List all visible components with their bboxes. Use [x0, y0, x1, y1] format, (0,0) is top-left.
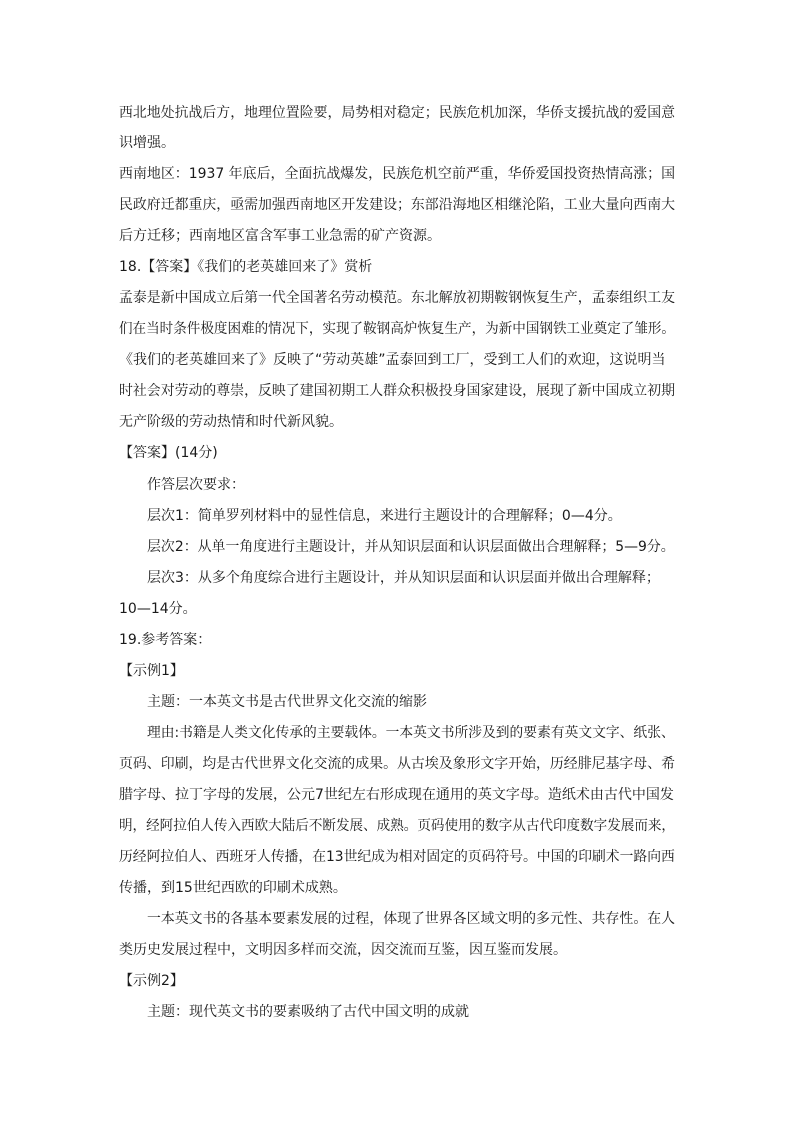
answer-heading: 【答案】(14分)	[119, 445, 218, 461]
body-text-line: 页码、印刷，均是古代世界文化交流的成果。从古埃及象形文字开始，历经腓尼基字母、希	[119, 756, 675, 772]
example-heading: 【示例1】	[119, 663, 184, 679]
body-text-line: 识增强。	[119, 135, 175, 151]
body-text-line: 作答层次要求：	[147, 477, 245, 493]
body-text-line: 历经阿拉伯人、西班牙人传播，在13世纪成为相对固定的页码符号。中国的印刷术一路向西	[119, 849, 675, 865]
body-text-line: 孟泰是新中国成立后第一代全国著名劳动模范。东北解放初期鞍钢恢复生产，孟泰组织工友	[119, 290, 675, 306]
body-text-line: 类历史发展过程中，文明因多样而交流，因交流而互鉴，因互鉴而发展。	[119, 942, 567, 958]
example-heading: 【示例2】	[119, 973, 184, 989]
body-text-line: 主题：现代英文书的要素吸纳了古代中国文明的成就	[147, 1004, 469, 1020]
body-text-line: 西南地区：1937 年底后，全面抗战爆发，民族危机空前严重，华侨爱国投资热情高涨；国	[119, 166, 676, 182]
body-text-line: 理由:书籍是人类文化传承的主要载体。一本英文书所涉及到的要素有英文文字、纸张、	[147, 725, 675, 741]
body-text-line: 们在当时条件极度困难的情况下，实现了鞍钢高炉恢复生产，为新中国钢铁工业奠定了雏形。	[119, 321, 675, 337]
body-text-line: 10—14分。	[119, 601, 197, 617]
body-text-line: 明，经阿拉伯人传入西欧大陆后不断发展、成熟。页码使用的数字从古代印度数字发展而来，	[119, 818, 675, 834]
body-text-line: 后方迁移；西南地区富含军事工业急需的矿产资源。	[119, 228, 441, 244]
body-text-line: 主题：一本英文书是古代世界文化交流的缩影	[147, 694, 427, 710]
body-text-line: 层次2：从单一角度进行主题设计，并从知识层面和认识层面做出合理解释；5—9分。	[147, 539, 675, 555]
body-text-line: 层次3：从多个角度综合进行主题设计，并从知识层面和认识层面并做出合理解释；	[147, 570, 660, 586]
body-text-line: 民政府迁都重庆，亟需加强西南地区开发建设；东部沿海地区相继沦陷，工业大量向西南大	[119, 197, 675, 213]
question-heading: 19.参考答案：	[119, 632, 212, 648]
body-text-line: 层次1：简单罗列材料中的显性信息，来进行主题设计的合理解释；0—4分。	[147, 508, 622, 524]
question-heading: 18.【答案】《我们的老英雄回来了》赏析	[119, 259, 373, 275]
body-text-line: 一本英文书的各基本要素发展的过程，体现了世界各区域文明的多元性、共存性。在人	[147, 911, 675, 927]
body-text-line: 《我们的老英雄回来了》反映了“劳动英雄”孟泰回到工厂，受到工人们的欢迎，这说明当	[119, 352, 666, 368]
body-text-line: 无产阶级的劳动热情和时代新风貌。	[119, 414, 343, 430]
body-text-line: 腊字母、拉丁字母的发展，公元7世纪左右形成现在通用的英文字母。造纸术由古代中国发	[119, 787, 674, 803]
body-text-line: 时社会对劳动的尊崇，反映了建国初期工人群众积极投身国家建设，展现了新中国成立初期	[119, 383, 675, 399]
body-text-line: 传播，到15世纪西欧的印刷术成熟。	[119, 880, 347, 896]
body-text-line: 西北地处抗战后方，地理位置险要，局势相对稳定；民族危机加深，华侨支援抗战的爱国意	[119, 105, 675, 121]
